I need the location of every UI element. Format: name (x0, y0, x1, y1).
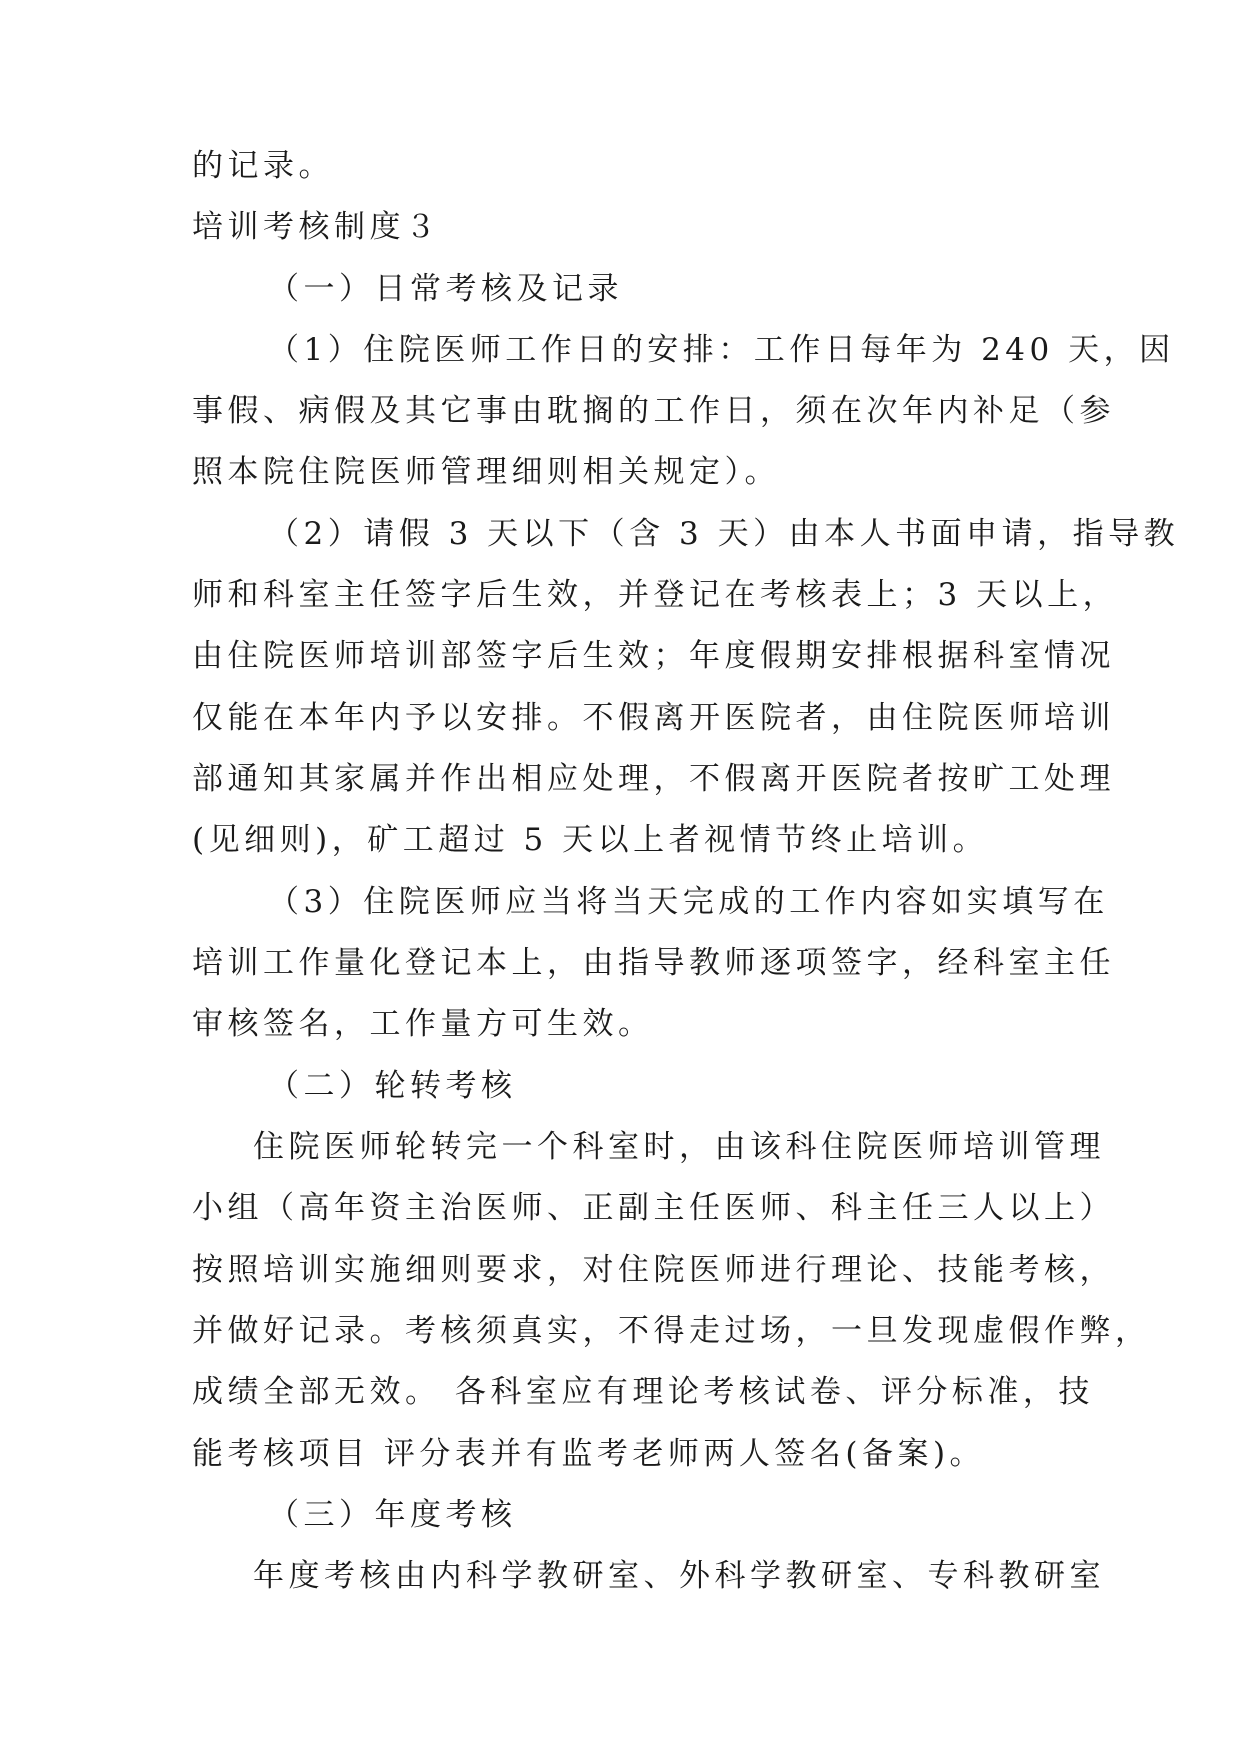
text-line: 成绩全部无效。 各科室应有理论考核试卷、评分标准，技 (192, 1374, 1094, 1410)
text-line: 审核签名，工作量方可生效。 (192, 1006, 654, 1042)
text-line: 师和科室主任签字后生效，并登记在考核表上；3 天以上， (192, 577, 1119, 613)
text-line: （1）住院医师工作日的安排：工作日每年为 240 天，因 (268, 332, 1175, 368)
text-line: 部通知其家属并作出相应处理，不假离开医院者按旷工处理 (192, 761, 1115, 797)
text-line: 并做好记录。考核须真实，不得走过场，一旦发现虚假作弊， (192, 1313, 1151, 1349)
text-line: 能考核项目 评分表并有监考老师两人签名(备案)。 (192, 1436, 986, 1472)
text-line: （2）请假 3 天以下（含 3 天）由本人书面申请，指导教 (268, 516, 1180, 552)
subsection-heading: （二）轮转考核 (268, 1068, 517, 1104)
text-line: 事假、病假及其它事由耽搁的工作日，须在次年内补足（参 (192, 393, 1115, 429)
text-line: 按照培训实施细则要求，对住院医师进行理论、技能考核， (192, 1252, 1115, 1288)
text-line: 由住院医师培训部签字后生效；年度假期安排根据科室情况 (192, 638, 1115, 674)
text-line: (见细则)，矿工超过 5 天以上者视情节终止培训。 (192, 822, 989, 858)
text-line: 年度考核由内科学教研室、外科学教研室、专科教研室 (253, 1558, 1105, 1594)
text-line: 小组（高年资主治医师、正副主任医师、科主任三人以上） (192, 1190, 1115, 1226)
text-line: 住院医师轮转完一个科室时，由该科住院医师培训管理 (253, 1129, 1105, 1165)
text-line: 仅能在本年内予以安排。不假离开医院者，由住院医师培训 (192, 700, 1115, 736)
text-line: 照本院住院医师管理细则相关规定）。 (192, 454, 780, 490)
section-title: 培训考核制度３ (192, 209, 441, 245)
subsection-heading: （一）日常考核及记录 (268, 271, 623, 307)
subsection-heading: （三）年度考核 (268, 1497, 517, 1533)
text-line: （3）住院医师应当将当天完成的工作内容如实填写在 (268, 884, 1109, 920)
text-line: 的记录。 (192, 148, 334, 184)
text-line: 培训工作量化登记本上，由指导教师逐项签字，经科室主任 (192, 945, 1115, 981)
